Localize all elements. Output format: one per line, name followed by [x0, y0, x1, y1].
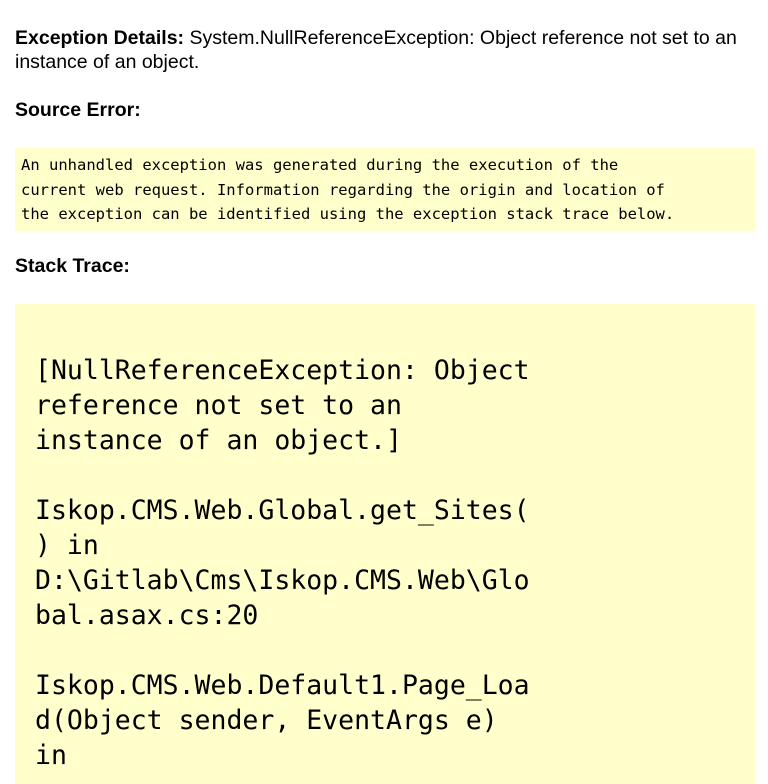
- stack-trace-line: ) in: [35, 530, 99, 561]
- exception-details-label: Exception Details:: [15, 27, 185, 49]
- stack-trace-heading: Stack Trace:: [15, 255, 130, 277]
- stack-trace-line: D:\Gitlab\Cms\Iskop.CMS.Web\Glo: [35, 565, 530, 596]
- source-error-box: [15, 148, 755, 231]
- stack-trace-line: Iskop.CMS.Web.Default1.Page_Loa: [35, 670, 530, 701]
- stack-trace-line: [35, 458, 735, 493]
- stack-trace-line: [NullReferenceException: Object: [35, 355, 530, 386]
- source-error-heading: Source Error:: [15, 99, 141, 121]
- stack-trace-line: bal.asax.cs:20: [35, 600, 259, 631]
- stack-trace-line: d(Object sender, EventArgs e): [35, 705, 498, 736]
- exception-details-text: System.NullReferenceException: Object reference not set to an instance of an object.: [15, 27, 737, 73]
- stack-trace-box: [15, 304, 755, 784]
- stack-trace-line: Iskop.CMS.Web.Global.get_Sites(: [35, 495, 530, 526]
- stack-trace-line: reference not set to an: [35, 390, 402, 421]
- stack-trace-line: instance of an object.]: [35, 425, 402, 456]
- exception-details: [15, 26, 755, 74]
- source-error-line: current web request. Information regarding the origin and location of: [21, 180, 665, 199]
- stack-trace-line: [35, 633, 735, 668]
- source-error-line: the exception can be identified using the exception stack trace below.: [21, 205, 675, 223]
- stack-trace-line: in: [35, 740, 67, 771]
- source-error-line: An unhandled exception was generated during the execution of the: [21, 156, 619, 174]
